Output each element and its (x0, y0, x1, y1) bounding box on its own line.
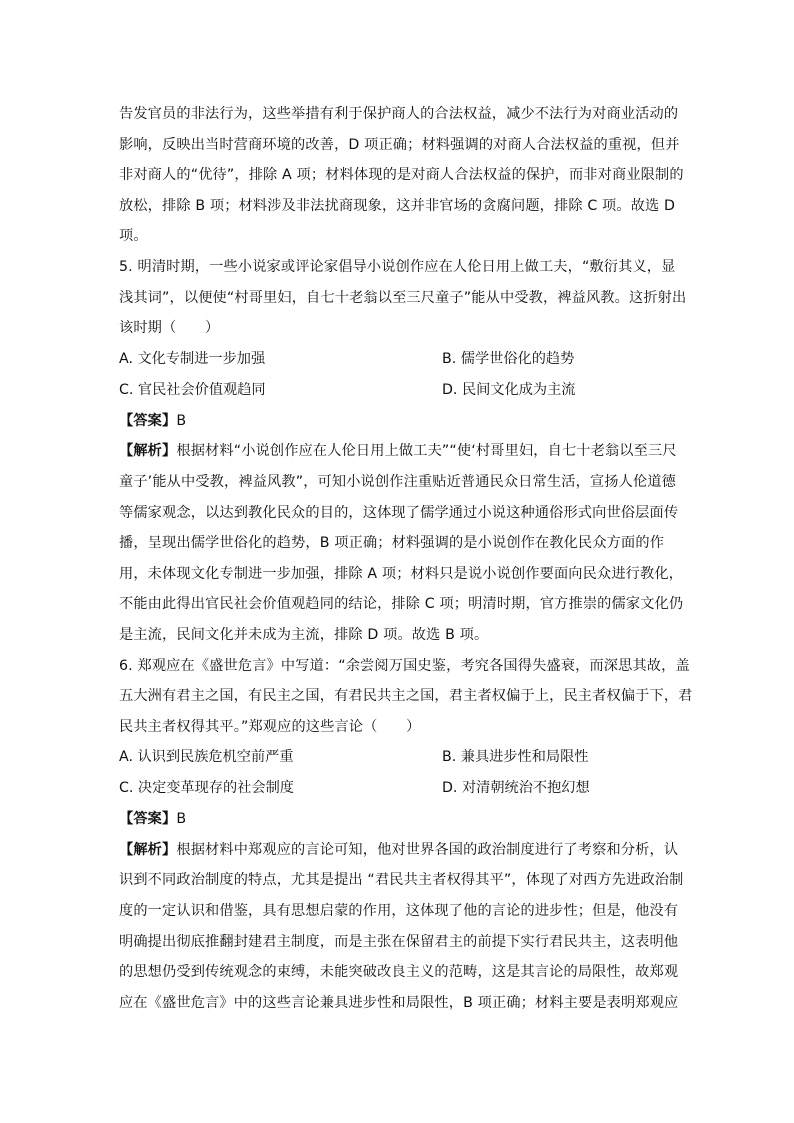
analysis-line: 用，未体现文化专制进一步加强，排除 A 项；材料只是说小说创作要面向民众进行教化， (119, 565, 684, 582)
intro-paragraph (119, 99, 684, 252)
question-5 (119, 252, 687, 651)
analysis-line: 播，呈现出儒学世俗化的趋势，B 项正确；材料强调的是小说创作在教化民众方面的作 (119, 535, 665, 552)
analysis (119, 835, 684, 1019)
options-row (119, 344, 679, 375)
analysis-text: 根据材料“小说创作应在人伦日用上做工夫”“使‘村哥里妇，自七十老翁以至三尺 (176, 443, 677, 460)
question-stem-line: 民共主者权得其平。”郑观应的这些言论（ ） (119, 718, 421, 735)
option-a: A. 文化专制进一步加强 (119, 350, 266, 367)
analysis-line: 不能由此得出官民社会价值观趋同的结论，排除 C 项；明清时期，官方推崇的儒家文化仍 (119, 596, 684, 613)
analysis-line: 是主流，民间文化并未成为主流，排除 D 项。故选 B 项。 (119, 626, 489, 643)
option-b: B. 兼具进步性和局限性 (442, 749, 589, 766)
analysis-label: 【解析】 (119, 443, 177, 460)
analysis-line (119, 835, 679, 866)
question-6 (119, 651, 693, 1019)
option-b: B. 儒学世俗化的趋势 (442, 350, 575, 367)
analysis-label: 【解析】 (119, 841, 177, 858)
text-line: 告发官员的非法行为，这些举措有利于保护商人的合法权益，减少不法行为对商业活动的 (119, 106, 679, 122)
analysis-line: 识到不同政治制度的特点，尤其是提出 “君民共主者权得其平”，体现了对西方先进政治制 (119, 872, 684, 889)
option-c: C. 决定变革现存的社会制度 (119, 780, 294, 797)
answer-label: 【答案】 (119, 811, 177, 828)
question-stem-line: 5. 明清时期，一些小说家或评论家倡导小说创作应在人伦日用上做工夫，“敷衍其义，显 (119, 258, 676, 275)
document-content (119, 99, 693, 1018)
options-row (119, 375, 679, 406)
answer-line (119, 406, 679, 437)
question-stem-line: 浅其词”，以便使“村哥里妇，自七十老翁以至三尺童子”能从中受教，裨益风教。这折射出 (119, 289, 687, 306)
answer-value: B (176, 412, 187, 429)
option-a: A. 认识到民族危机空前严重 (119, 749, 294, 766)
analysis-line (119, 436, 679, 467)
analysis-line: 明确提出彻底推翻封建君主制度，而是主张在保留君主的前提下实行君民共主，这表明他 (119, 933, 679, 950)
analysis-line: 的思想仍受到传统观念的束缚，未能突破改良主义的范畴，这是其言论的局限性，故郑观 (119, 964, 679, 981)
text-line: 放松，排除 B 项；材料涉及非法扰商现象，这并非官场的贪腐问题，排除 C 项。故选 D (119, 197, 676, 214)
answer-label: 【答案】 (119, 412, 177, 429)
analysis-line: 童子’能从中受教，裨益风教”，可知小说创作注重贴近普通民众日常生活，宣扬人伦道德 (119, 473, 676, 490)
question-stem-line: 6. 郑观应在《盛世危言》中写道：“余尝阅万国史鉴，考究各国得失盛衰，而深思其故，盖 (119, 657, 690, 674)
question-stem-line: 该时期（ ） (119, 320, 220, 337)
analysis-line: 等儒家观念，以达到教化民众的目的，这体现了儒学通过小说这种通俗形式向世俗层面传 (119, 504, 679, 521)
analysis-line: 应在《盛世危言》中的这些言论兼具进步性和局限性，B 项正确；材料主要是表明郑观应 (119, 994, 679, 1011)
option-c: C. 官民社会价值观趋同 (119, 381, 266, 398)
options-row (119, 742, 679, 773)
answer-line (119, 804, 679, 835)
question-stem-line: 五大洲有君主之国，有民主之国，有君民共主之国，君主者权偏于上，民主者权偏于下，君 (119, 688, 693, 705)
analysis-line: 度的一定认识和借鉴，具有思想启蒙的作用，这体现了他的言论的进步性；但是，他没有 (119, 903, 679, 920)
text-line: 项。 (119, 228, 148, 245)
text-line: 影响，反映出当时营商环境的改善，D 项正确；材料强调的对商人合法权益的重视，但并 (119, 136, 680, 153)
answer-value: B (176, 811, 187, 828)
analysis-text: 根据材料中郑观应的言论可知，他对世界各国的政治制度进行了考察和分析，认 (176, 841, 679, 858)
option-d: D. 民间文化成为主流 (442, 381, 576, 398)
options-row (119, 773, 679, 804)
text-line: 非对商人的“优待”，排除 A 项；材料体现的是对商人合法权益的保护，而非对商业限制的 (119, 167, 684, 184)
option-d: D. 对清朝统治不抱幻想 (442, 780, 590, 797)
analysis (119, 436, 684, 650)
